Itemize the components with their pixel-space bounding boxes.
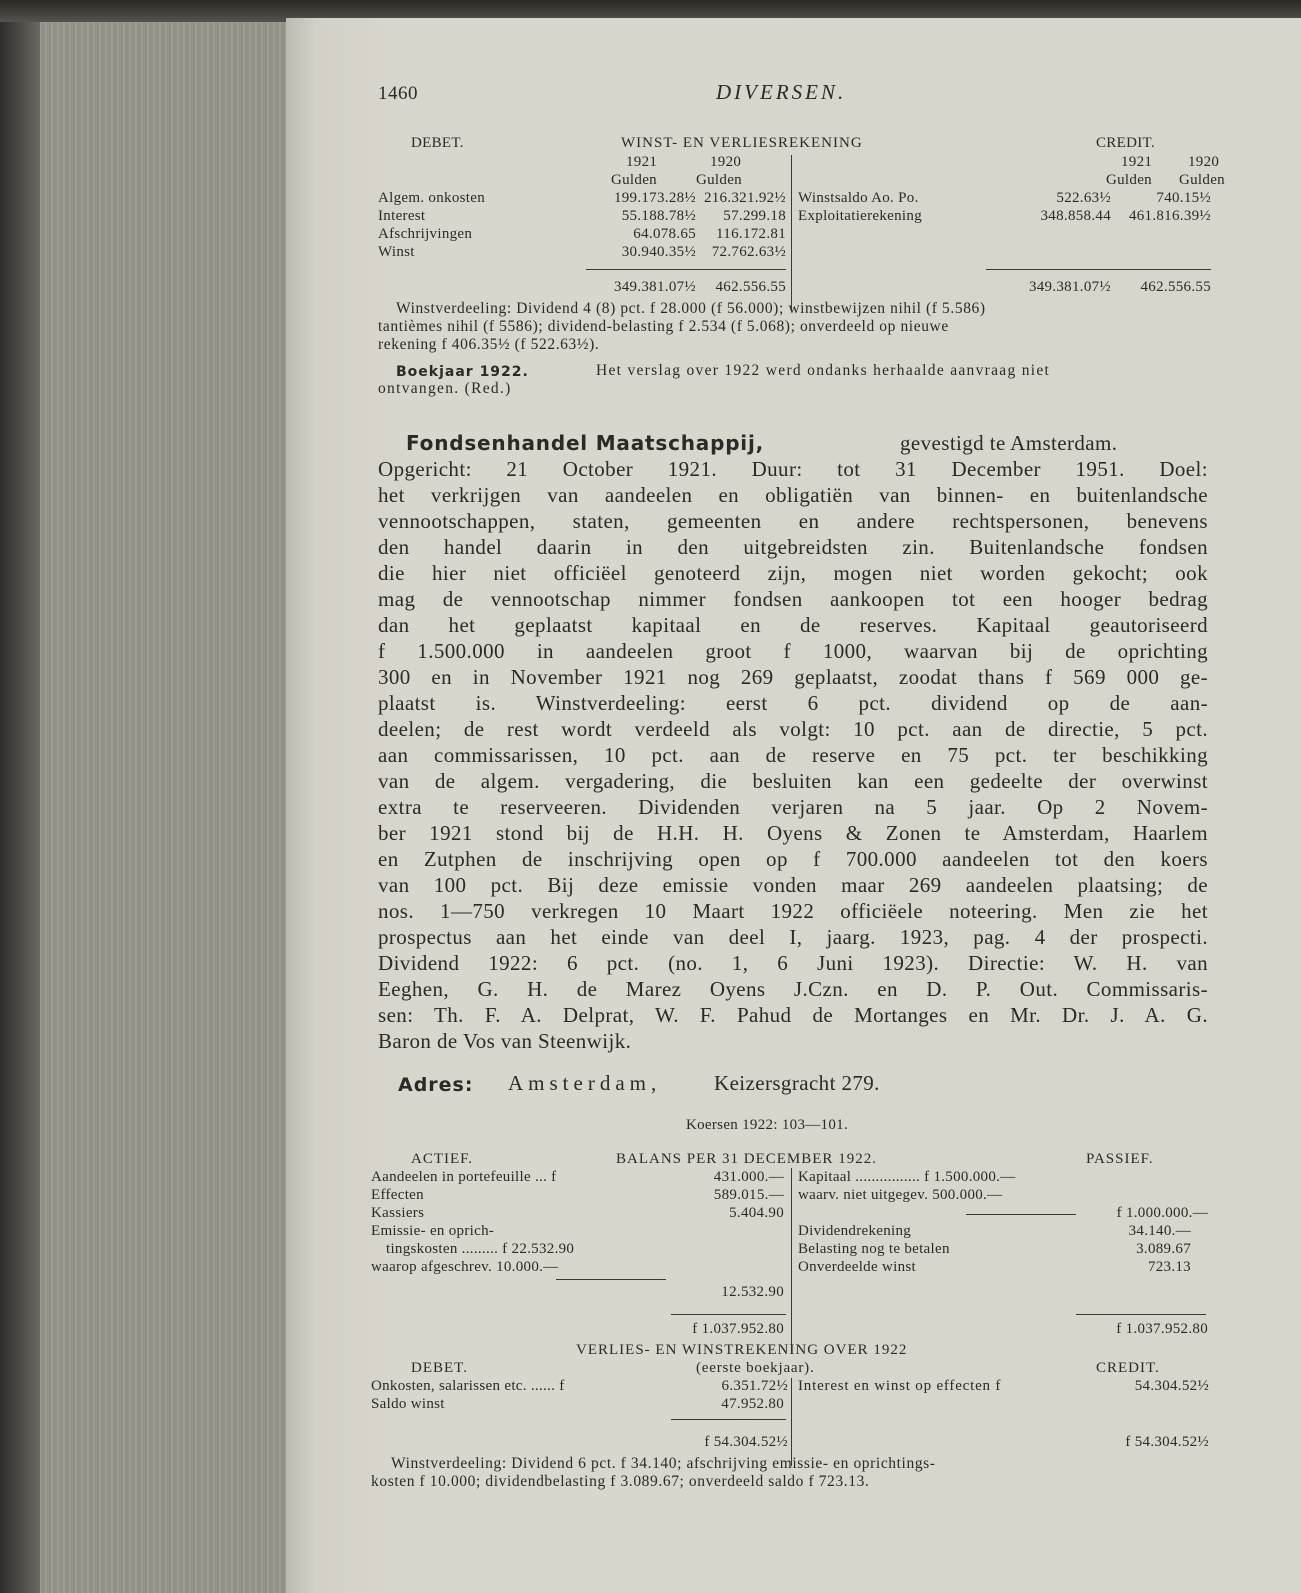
book-spine-shadow [0,0,40,1593]
company-text-line: het verkrijgen van aandeelen en obligatiën van binnen- en buitenlandsche [378,483,1208,507]
adres-city: Amsterdam, [508,1071,662,1095]
company-text-line: plaatst is. Winstverdeeling: eerst 6 pct. dividend op de aan- [378,691,1208,715]
company-text-line: mag de vennootschap nimmer fondsen aankoopen tot een hooger bedrag [378,587,1208,611]
balans-row-val: 5.404.90 [729,1205,784,1221]
balans-total-right: f 1.037.952.80 [1116,1321,1208,1337]
company-text-line: Baron de Vos van Steenwijk. [378,1029,632,1053]
winstverdeeling-line: tantièmes nihil (f 5586); dividend-belasting f 2.534 (f 5.068); onverdeeld op nieuwe [378,318,949,335]
balans-row-val: 431.000.— [713,1169,784,1185]
balans-row-label: Emissie- en oprich- [371,1223,495,1239]
boekjaar-text: Het verslag over 1922 werd ondanks herhaalde aanvraag niet [596,362,1051,379]
winstverdeeling2-line: kosten f 10.000; dividendbelasting f 3.089.67; onverdeeld saldo f 723.13. [371,1473,870,1490]
company-text-line: f 1.500.000 in aandeelen groot f 1000, waarvan bij de oprichting [378,639,1208,663]
wv-row-val: 30.940.35½ [621,244,696,260]
wv-row-label: Winst [378,244,415,260]
company-text-line: dan het geplaatst kapitaal en de reserves. Kapitaal geautoriseerd [378,613,1208,637]
company-text-line: nos. 1—750 verkregen 10 Maart 1922 officiëele noteering. Men zie het [378,899,1208,923]
wv-row-label: Winstsaldo Ao. Po. [798,190,919,206]
balans-row-label: Aandeelen in portefeuille ... f [371,1169,557,1185]
wv-row-val: 199.173.28½ [613,190,696,206]
balans-row-val: f 1.000.000.— [1116,1205,1208,1221]
wv-row-val: 55.188.78½ [621,208,696,224]
vw-row-val: 54.304.52½ [1134,1378,1209,1394]
book-page-edges [0,0,290,1593]
wv-row-label: Afschrijvingen [378,226,473,242]
balans-sum-line [671,1314,786,1315]
vw-row-val: 47.952.80 [721,1396,784,1412]
balans-title: BALANS PER 31 DECEMBER 1922. [616,1151,877,1167]
balans-row-val: 589.015.— [713,1187,784,1203]
vw-divider [791,1378,792,1466]
vw-credit-heading: CREDIT. [1096,1360,1160,1376]
balans-row-label: Belasting nog te betalen [798,1241,950,1257]
wv-unit1-right: Gulden [1106,172,1152,188]
balans-divider [791,1168,792,1353]
company-text-line: die hier niet officiëel genoteerd zijn, mogen niet worden gekocht; ook [378,561,1208,585]
balans-passief-heading: PASSIEF. [1086,1151,1154,1167]
page-title: DIVERSEN. [716,80,847,104]
wv-divider [791,155,792,311]
balans-right-subline [966,1214,1076,1215]
balans-total-left: f 1.037.952.80 [692,1321,784,1337]
wv-row-val: 348.858.44 [1040,208,1111,224]
balans-actief-heading: ACTIEF. [411,1151,474,1167]
wv-year1-right: 1921 [1121,154,1153,170]
page-number: 1460 [378,83,418,104]
vw-row-label: Saldo winst [371,1396,445,1412]
company-text-line: den handel daarin in den uitgebreidsten zin. Buitenlandsche fondsen [378,535,1208,559]
balans-row-label: waarop afgeschrev. 10.000.— [371,1259,559,1275]
wv-sum-line-left [586,269,786,270]
company-text-line: aan commissarissen, 10 pct. aan de reserve en 75 pct. ter beschikking [378,743,1208,767]
adres-street: Keizersgracht 279. [714,1071,880,1095]
wv-total: 462.556.55 [1140,279,1211,295]
balans-row-label: Effecten [371,1187,424,1203]
balans-row-label: Dividendrekening [798,1223,912,1239]
vw-subtitle: (eerste boekjaar). [696,1360,815,1376]
company-text-line: van de algem. vergadering, die besluiten kan een gedeelte der overwinst [378,769,1208,793]
company-text-line: vennootschappen, staten, gemeenten en andere rechtspersonen, benevens [378,509,1208,533]
wv-title: WINST- EN VERLIESREKENING [621,135,863,151]
wv-row-label: Interest [378,208,426,224]
vw-debet-heading: DEBET. [411,1360,468,1376]
wv-row-val: 216.321.92½ [703,190,786,206]
company-text-line: Opgericht: 21 October 1921. Duur: tot 31 December 1951. Doel: [378,457,1208,481]
balans-row-label: waarv. niet uitgegev. 500.000.— [798,1187,1003,1203]
balans-row-val: 3.089.67 [1136,1241,1191,1257]
boekjaar-label: Boekjaar 1922. [396,364,529,380]
company-text-line: Dividend 1922: 6 pct. (no. 1, 6 Juni 1923). Directie: W. H. van [378,951,1208,975]
wv-unit2-left: Gulden [696,172,742,188]
vw-row-label: Interest en winst op effecten f [798,1378,1002,1394]
wv-year1-left: 1921 [626,154,658,170]
wv-year2-left: 1920 [710,154,742,170]
balans-row-label: tingskosten ......... f 22.532.90 [386,1241,575,1257]
wv-sum-line-right [986,269,1211,270]
company-text-line: deelen; de rest wordt verdeeld als volgt: 10 pct. aan de directie, 5 pct. [378,717,1208,741]
vw-row-label: Onkosten, salarissen etc. ...... f [371,1378,565,1394]
wv-row-val: 72.762.63½ [711,244,786,260]
balans-row-label: Onverdeelde winst [798,1259,916,1275]
wv-year2-right: 1920 [1188,154,1220,170]
wv-unit2-right: Gulden [1179,172,1225,188]
document-page [286,18,1301,1593]
wv-row-val: 64.078.65 [633,226,696,242]
winstverdeeling2-line: Winstverdeeling: Dividend 6 pct. f 34.140; afschrijving emissie- en oprichtings- [391,1455,936,1472]
wv-row-val: 461.816.39½ [1128,208,1211,224]
balans-row-label: Kapitaal ................ f 1.500.000.— [798,1169,1016,1185]
wv-total: 349.381.07½ [1028,279,1111,295]
vw-total-right: f 54.304.52½ [1125,1434,1209,1450]
balans-row-val: 723.13 [1147,1259,1191,1275]
balans-subline [556,1279,666,1280]
company-text-line: gevestigd te Amsterdam. [900,431,1118,455]
vw-title: VERLIES- EN WINSTREKENING OVER 1922 [576,1342,908,1358]
balans-sum-line [1076,1314,1206,1315]
wv-row-val: 57.299.18 [723,208,786,224]
wv-total: 462.556.55 [715,279,786,295]
balans-row-label: Kassiers [371,1205,425,1221]
balans-subtotal: 12.532.90 [721,1284,784,1300]
vw-total-left: f 54.304.52½ [704,1434,788,1450]
company-text-line: ber 1921 stond bij de H.H. H. Oyens & Zonen te Amsterdam, Haarlem [378,821,1208,845]
wv-debet-heading: DEBET. [411,135,464,151]
winstverdeeling-line: Winstverdeeling: Dividend 4 (8) pct. f 28.000 (f 56.000); winstbewijzen nihil (f 5.586) [396,300,986,317]
vw-row-val: 6.351.72½ [721,1378,788,1394]
winstverdeeling-line: rekening f 406.35½ (f 522.63½). [378,336,600,353]
company-text-line: 300 en in November 1921 nog 269 geplaatst, zoodat thans f 569 000 ge- [378,665,1208,689]
koersen: Koersen 1922: 103—101. [686,1117,848,1133]
company-name: Fondsenhandel Maatschappij, [406,431,765,455]
wv-row-label: Algem. onkosten [378,190,485,206]
boekjaar-text: ontvangen. (Red.) [378,380,512,397]
company-text-line: prospectus aan het einde van deel I, jaarg. 1923, pag. 4 der prospecti. [378,925,1208,949]
company-text-line: extra te reserveeren. Dividenden verjaren na 5 jaar. Op 2 Novem- [378,795,1208,819]
wv-unit1-left: Gulden [611,172,657,188]
company-text-line: Eeghen, G. H. de Marez Oyens J.Czn. en D. P. Out. Commissaris- [378,977,1208,1001]
wv-row-label: Exploitatierekening [798,208,922,224]
company-text-line: sen: Th. F. A. Delprat, W. F. Pahud de Mortanges en Mr. Dr. J. A. G. [378,1003,1208,1027]
adres-label: Adres: [398,1074,474,1096]
wv-row-val: 740.15½ [1156,190,1211,206]
wv-credit-heading: CREDIT. [1096,135,1155,151]
balans-row-val: 34.140.— [1128,1223,1191,1239]
vw-sum-line [671,1419,786,1420]
wv-total: 349.381.07½ [613,279,696,295]
company-text-line: van 100 pct. Bij deze emissie vonden maar 269 aandeelen plaatsing; de [378,873,1208,897]
company-text-line: en Zutphen de inschrijving open op f 700.000 aandeelen tot den koers [378,847,1208,871]
wv-row-val: 522.63½ [1056,190,1111,206]
wv-row-val: 116.172.81 [716,226,786,242]
